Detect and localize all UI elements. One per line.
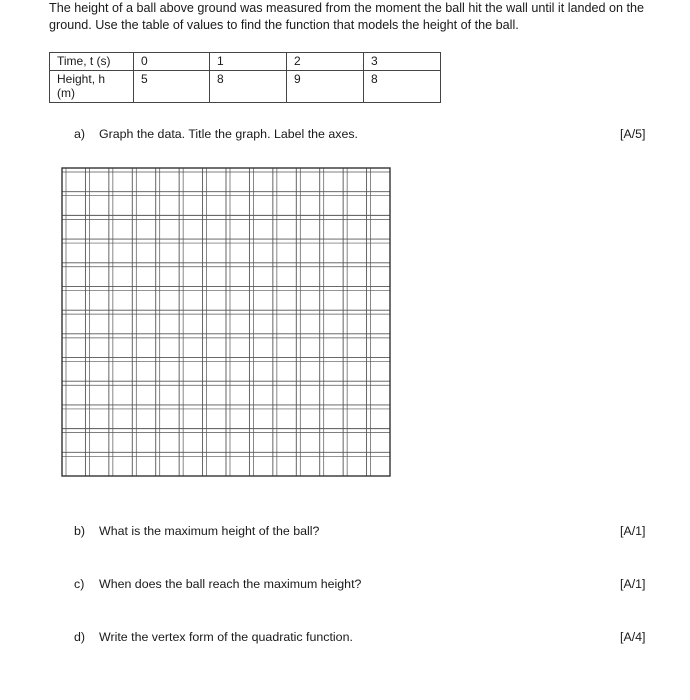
table-cell: 8 (364, 71, 441, 103)
table-of-values (49, 52, 441, 103)
table-cell: 8 (210, 71, 287, 103)
table-cell: 1 (210, 53, 287, 71)
table-cell: 5 (134, 71, 210, 103)
question-text: Write the vertex form of the quadratic function. (99, 630, 353, 644)
table-cell: 2 (287, 53, 364, 71)
grid-lines (62, 168, 390, 476)
row-header-time: Time, t (s) (50, 53, 134, 71)
marks-d: [A/4] (620, 630, 646, 644)
question-text: Graph the data. Title the graph. Label the axes. (99, 127, 358, 141)
question-label: a) (74, 127, 86, 141)
question-text: When does the ball reach the maximum height? (99, 577, 362, 591)
row-header-height: Height, h (m) (50, 71, 134, 103)
table-row-time (50, 53, 441, 71)
question-label: c) (74, 577, 85, 591)
question-label: b) (74, 524, 86, 538)
table-cell: 9 (287, 71, 364, 103)
question-label: d) (74, 630, 86, 644)
marks-a: [A/5] (620, 127, 646, 141)
question-text: What is the maximum height of the ball? (99, 524, 320, 538)
problem-statement: The height of a ball above ground was measured from the moment the ball hit the wall until it landed on the ground. Use the table of values to find the function that models the height of the ball. (49, 1, 645, 32)
table-cell: 0 (134, 53, 210, 71)
marks-c: [A/1] (620, 577, 646, 591)
graph-paper-grid[interactable] (60, 166, 392, 478)
table-row-height (50, 71, 441, 103)
table-cell: 3 (364, 53, 441, 71)
marks-b: [A/1] (620, 524, 646, 538)
